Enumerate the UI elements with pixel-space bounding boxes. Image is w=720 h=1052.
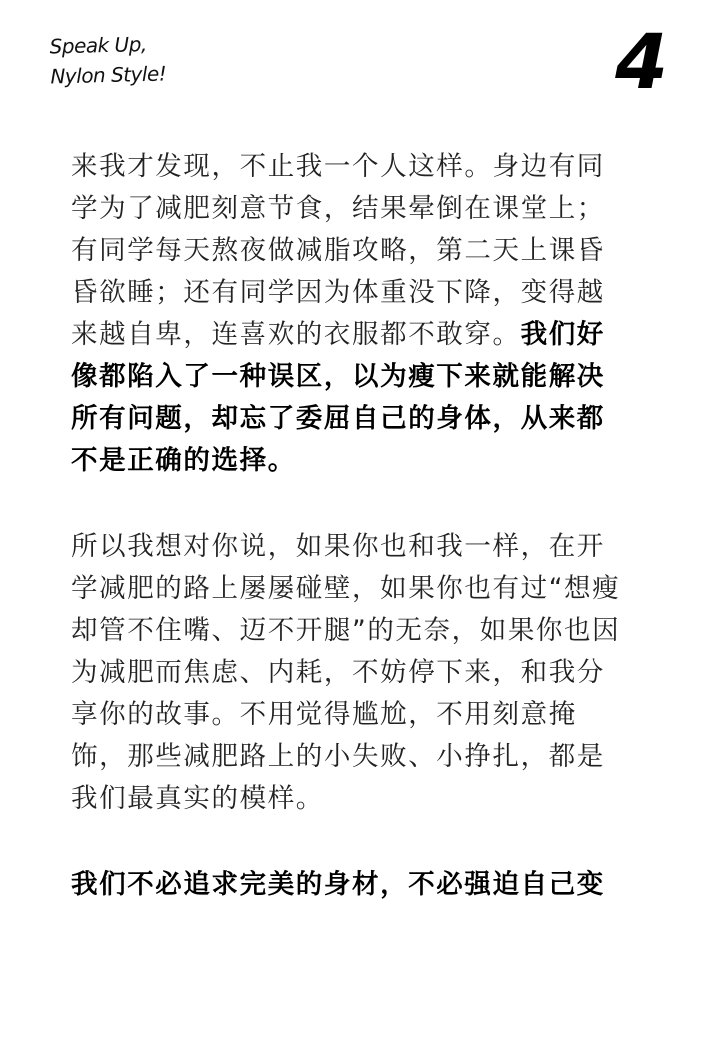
text-line: [71, 230, 661, 272]
text-line: [71, 568, 661, 610]
body-text: 为减肥而焦虑、内耗，不妨停下来，和我分: [71, 657, 605, 688]
article-body: [71, 146, 661, 950]
body-text: 来我才发现，不止我一个人这样。身边有同: [71, 151, 605, 182]
bold-text: 所有问题，却忘了委屈自己的身体，从来都: [71, 403, 605, 434]
text-line: [71, 188, 661, 230]
paragraph: [71, 526, 661, 820]
page-number: 4: [615, 17, 668, 106]
body-text: 学减肥的路上屡屡碰壁，如果你也有过“想瘦: [71, 573, 621, 604]
bold-text: 我们不必追求完美的身材，不必强迫自己变: [71, 869, 605, 900]
text-line: [71, 610, 661, 652]
brand-line-1: Speak Up,: [49, 31, 148, 59]
bold-text: 我们好: [520, 319, 605, 350]
body-text: 昏欲睡；还有同学因为体重没下降，变得越: [71, 277, 605, 308]
body-text: 饰，那些减肥路上的小失败、小挣扎，都是: [71, 741, 605, 772]
text-line: [71, 356, 661, 398]
text-line: [71, 272, 661, 314]
body-text: 学为了减肥刻意节食，结果晕倒在课堂上；: [71, 193, 605, 224]
body-text: 却管不住嘴、迈不开腿”的无奈，如果你也因: [71, 615, 621, 646]
text-line: [71, 778, 661, 820]
text-line: [71, 398, 661, 440]
text-line: [71, 864, 661, 906]
paragraph: [71, 146, 661, 482]
brand-logo: [49, 28, 166, 91]
text-line: [71, 146, 661, 188]
brand-line-2: Nylon Style!: [50, 61, 167, 89]
body-text: 我们最真实的模样。: [71, 783, 324, 814]
text-line: [71, 736, 661, 778]
text-line: [71, 314, 661, 356]
text-line: [71, 652, 661, 694]
text-line: [71, 694, 661, 736]
paragraph: [71, 864, 661, 906]
bold-text: 不是正确的选择。: [71, 445, 296, 476]
body-text: 所以我想对你说，如果你也和我一样，在开: [71, 531, 605, 562]
body-text: 有同学每天熬夜做减脂攻略，第二天上课昏: [71, 235, 605, 266]
text-line: [71, 440, 661, 482]
body-text: 来越自卑，连喜欢的衣服都不敢穿。: [71, 319, 521, 350]
text-line: [71, 526, 661, 568]
body-text: 享你的故事。不用觉得尴尬，不用刻意掩: [71, 699, 577, 730]
bold-text: 像都陷入了一种误区，以为瘦下来就能解决: [71, 361, 605, 392]
